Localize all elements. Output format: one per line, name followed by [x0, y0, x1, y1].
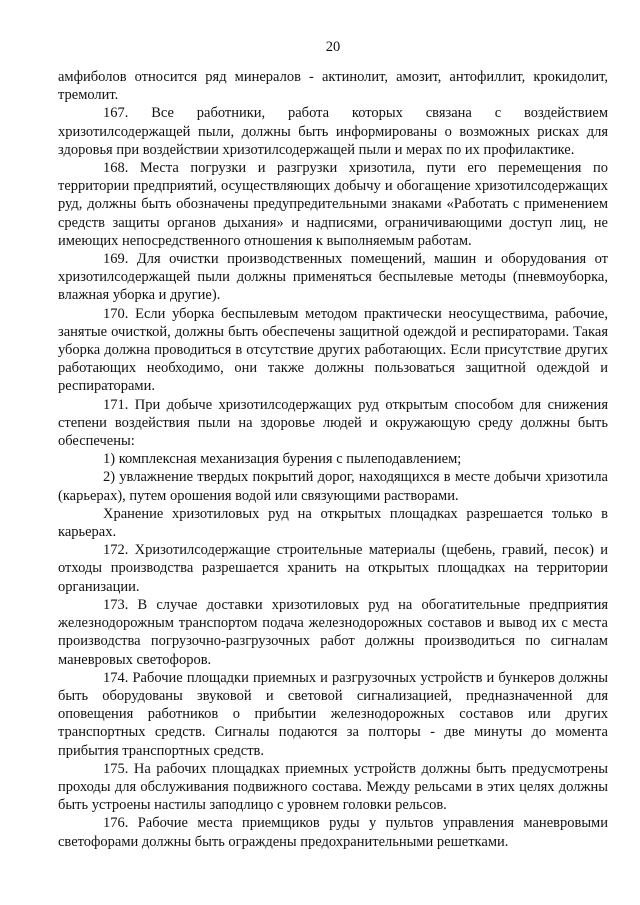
- paragraph-171: 171. При добыче хризотилсодержащих руд открытым способом для снижения степени воздействия пыли на здоровье людей и окружающую среду должны быть обеспечены:: [58, 396, 608, 450]
- list-item-171-1: 1) комплексная механизация бурения с пылеподавлением;: [103, 451, 462, 468]
- paragraph-175: 175. На рабочих площадках приемных устройств должны быть предусмотрены проходы для обслуживания подвижного состава. Между рельсами в этих целях должны быть устроены настилы заподлицо с уровнем головки рельсов.: [58, 760, 608, 814]
- paragraph-173: 173. В случае доставки хризотиловых руд на обогатительные предприятия железнодорожным транспортом подача железнодорожных составов и вывод их с места производства погрузочно-разгрузочных работ должны производиться по сигналам маневровых светофоров.: [58, 596, 608, 668]
- paragraph-174: 174. Рабочие площадки приемных и разгрузочных устройств и бункеров должны быть оборудованы звуковой и световой сигнализацией, предназначенной для оповещения работников о прибытии железнодорожных составов или других транспортных средств. Сигналы подаются за полторы - две минуты до момента прибытия транспортных средств.: [58, 669, 608, 759]
- paragraph-170: 170. Если уборка беспылевым методом практически неосуществима, рабочие, занятые очисткой, должны быть обеспечены защитной одеждой и респираторами. Такая уборка должна проводиться в отсутствие других работающих. Если присутствие других работающих необходимо, они также должны пользоваться защитной одеждой и респираторами.: [58, 305, 608, 395]
- paragraph-167: 167. Все работники, работа которых связана с воздействием хризотилсодержащей пыли, должны быть информированы о возможных рисках для здоровья при воздействии хризотилсодержащей пыли и мерах по их профилактике.: [58, 105, 608, 158]
- paragraph-169: 169. Для очистки производственных помещений, машин и оборудования от хризотилсодержащей пыли должны применяться беспылевые методы (пневмоуборка, влажная уборка и другие).: [58, 251, 608, 304]
- paragraph-176: 176. Рабочие места приемщиков руды у пультов управления маневровыми светофорами должны быть ограждены предохранительными решетками.: [58, 815, 608, 850]
- list-item-171-2: 2) увлажнение твердых покрытий дорог, находящихся в месте добычи хризотила (карьерах), путем орошения водой или связующими растворами.: [58, 469, 608, 504]
- paragraph-amphiboles-continuation: амфиболов относится ряд минералов - актинолит, амозит, антофиллит, крокидолит, тремолит.: [58, 69, 608, 104]
- paragraph-168: 168. Места погрузки и разгрузки хризотила, пути его перемещения по территории предприятий, осуществляющих добычу и обогащение хризотилсодержащих руд, должны быть обозначены предупредительными знаками «Работать с применением средств защиты органов дыхания» и надписями, ограничивающими доступ лиц, не имеющих непосредственного отношения к выполняемым работам.: [58, 160, 608, 249]
- paragraph-ore-storage: Хранение хризотиловых руд на открытых площадках разрешается только в карьерах.: [58, 505, 608, 541]
- page-number: 20: [325, 39, 341, 55]
- paragraph-172: 172. Хризотилсодержащие строительные материалы (щебень, гравий, песок) и отходы производства разрешается хранить на открытых площадках на территории организации.: [58, 542, 608, 595]
